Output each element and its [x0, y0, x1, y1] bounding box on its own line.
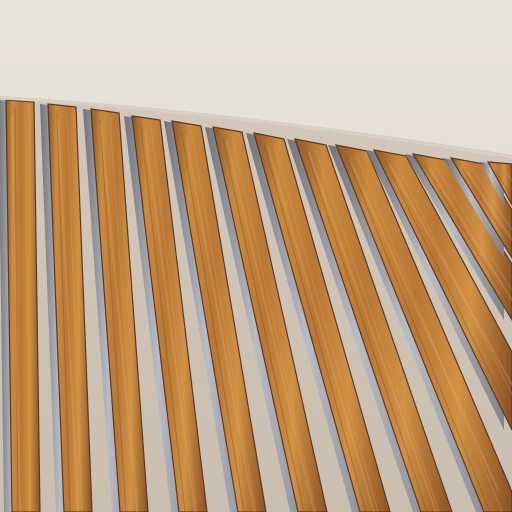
wood-slat-1 — [6, 100, 40, 512]
